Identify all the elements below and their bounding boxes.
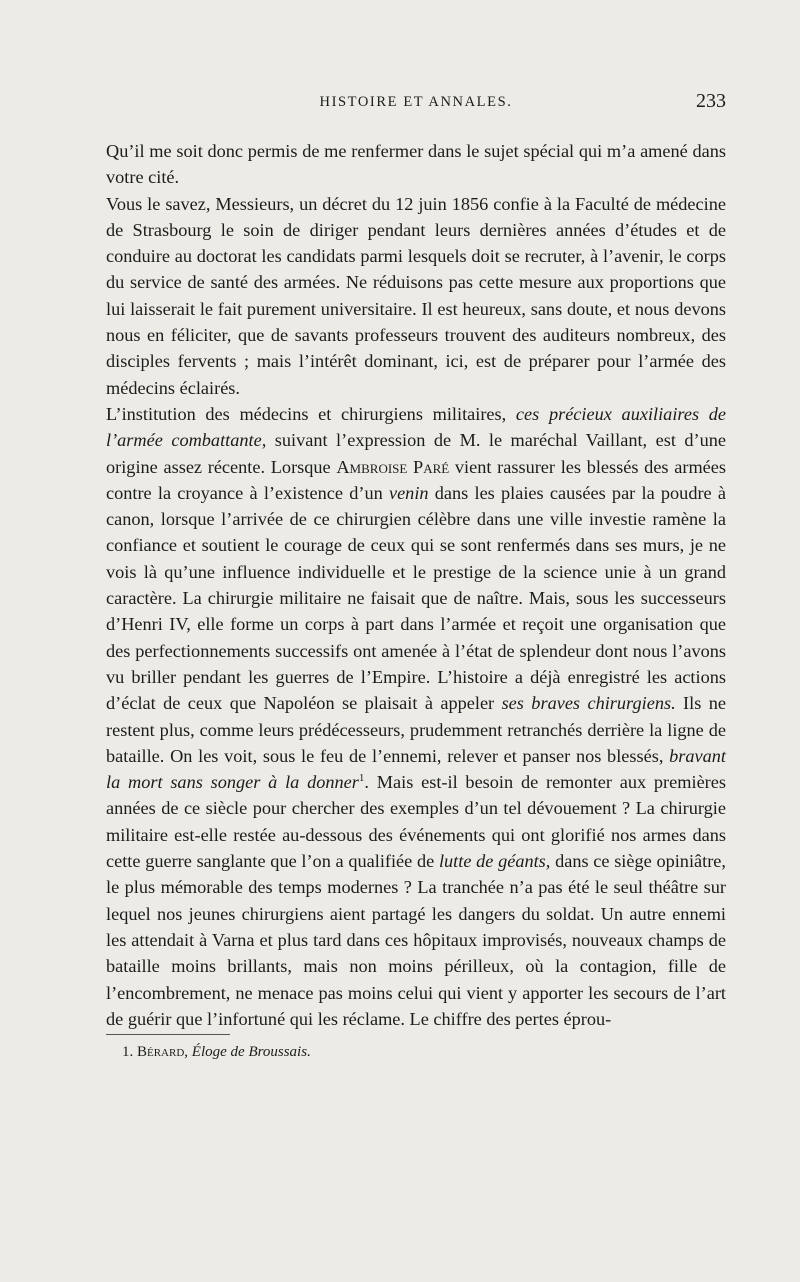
author-name: Ambroise Paré [336,456,450,477]
running-head [106,90,726,118]
text-run: suivant l’expression de M. le maréchal Vaillant, est d’une origine assez récente. Lorsque [106,430,726,477]
italic-word: venin [388,482,429,503]
text-run: Ils ne restent plus, comme leurs prédécesseurs, prudemment retranchés derrière la ligne de bataille. On les voit, sous le feu de l’ennemi, relever et panser nos blessés, [106,693,726,766]
footnote-rule [106,1034,230,1035]
paragraph-1: Qu’il me soit donc permis de me renfermer dans le sujet spécial qui m’a amené dans votre cité. [106,141,726,188]
paragraph-2: Vous le savez, Messieurs, un décret du 12 juin 1856 confie à la Faculté de médecine de Strasbourg le soin de diriger pendant leurs dernières années d’études et de conduire au doctorat les candidats parmi lesquels doit se recruter, à l’avenir, le corps du service de santé des armées. Ne réduisons pas cette mesure aux proportions que lui laisserait le fait purement universitaire. Il est heureux, sans doute, et nous devons nous en féliciter, que de savants professeurs trouvent des auditeurs nombreux, des disciples fervents ; mais l’intérêt dominant, ici, est de préparer pour l’armée des médecins éclairés. [106,193,726,398]
footnote-author: Bérard, [137,1044,189,1060]
footnote-ref: 1 [358,772,365,785]
footnote [122,1044,311,1061]
footnote-number: 1. [122,1044,134,1060]
running-title: HISTOIRE ET ANNALES. [319,94,513,110]
italic-quote: lutte de géants, [438,851,551,872]
footnote-title: Éloge de Broussais. [191,1044,311,1060]
text-run: dans ce siège opiniâtre, le plus mémorable des temps modernes ? La tranchée n’a pas été le seul théâtre sur lequel nos jeunes chirurgiens aient partagé les dangers du soldat. Un autre ennemi les attendait à Varna et plus tard dans ces hôpitaux improvisés, nouveaux champs de bataille moins brillants, mais non moins périlleux, où la contagion, fille de l’encombrement, ne menace pas moins celui qui vient y apporter les secours de l’art de guérir que l’infortuné qui les réclame. Le chiffre des pertes éprou- [106,851,726,1029]
page-number: 233 [696,90,726,112]
italic-quote: ses braves chirurgiens. [501,693,676,714]
text-run: L’institution des médecins et chirurgiens militaires, [106,403,516,424]
body-text [106,138,726,1032]
text-run: . Mais est-il besoin de remonter aux premières années de ce siècle pour chercher des exemples d’un tel dévouement ? La chirurgie militaire est-elle restée au-dessous des événements qui ont glorifié nos armes dans cette guerre sanglante que l’on a qualifiée de [106,772,726,872]
text-run: dans les plaies causées par la poudre à canon, lorsque l’arrivée de ce chirurgien célèbre dans une ville investie ramène la confiance et soutient le courage de ceux qui se sont renfermés dans ses murs, je ne vois là qu’une influence individuelle et le prestige de la science unie à un grand caractère. La chirurgie militaire ne faisait que de naître. Mais, sous les successeurs d’Henri IV, elle forme un corps à part dans l’armée et reçoit une organisation que des perfectionnements successifs ont amenée à l’état de splendeur dont nous l’avons vu briller pendant les guerres de l’Empire. L’histoire a déjà enregistré les actions d’éclat de ceux que Napoléon se plaisait à appeler [106,482,726,714]
italic-quote: bravant la mort sans songer à la donner [106,745,726,793]
text-run: vient rassurer les blessés des armées contre la croyance à l’existence d’un [106,456,727,503]
italic-quote: ces précieux auxiliaires de l’armée combattante, [106,403,726,451]
paragraph-3 [106,401,726,1032]
